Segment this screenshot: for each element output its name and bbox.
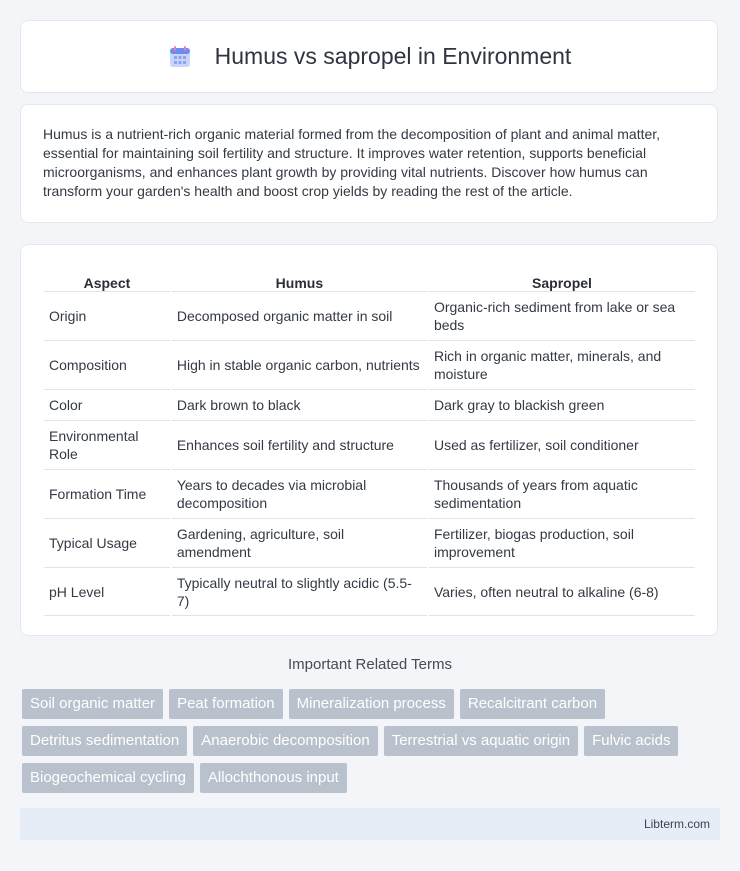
table-cell: Rich in organic matter, minerals, and moisture xyxy=(429,340,695,389)
related-term-tag[interactable]: Terrestrial vs aquatic origin xyxy=(384,726,578,756)
table-cell: Enhances soil fertility and structure xyxy=(172,420,427,469)
table-cell: Organic-rich sediment from lake or sea beds xyxy=(429,291,695,340)
table-row xyxy=(44,567,695,616)
table-cell: Typical Usage xyxy=(44,518,170,567)
table-header: Sapropel xyxy=(532,275,592,291)
comparison-table xyxy=(42,265,697,616)
table-row xyxy=(44,340,695,389)
table-cell: Decomposed organic matter in soil xyxy=(172,291,427,340)
table-header-row xyxy=(44,265,695,291)
table-cell: Years to decades via microbial decomposition xyxy=(172,469,427,518)
table-cell: Varies, often neutral to alkaline (6-8) xyxy=(429,567,695,616)
related-terms-title: Important Related Terms xyxy=(288,656,452,673)
table-cell: Composition xyxy=(44,340,170,389)
related-term-tag[interactable]: Mineralization process xyxy=(289,689,454,719)
related-term-tag[interactable]: Soil organic matter xyxy=(22,689,163,719)
related-terms-list xyxy=(22,689,722,793)
table-cell: High in stable organic carbon, nutrients xyxy=(172,340,427,389)
related-term-tag[interactable]: Peat formation xyxy=(169,689,283,719)
calendar-icon xyxy=(167,44,193,70)
table-header: Aspect xyxy=(83,275,131,291)
table-header: Humus xyxy=(275,275,324,291)
table-row xyxy=(44,518,695,567)
title-card xyxy=(20,20,718,93)
table-row xyxy=(44,389,695,420)
related-term-tag[interactable]: Allochthonous input xyxy=(200,763,347,793)
table-cell: Environmental Role xyxy=(44,420,170,469)
table-cell: Origin xyxy=(44,291,170,340)
table-cell: Fertilizer, biogas production, soil improvement xyxy=(429,518,695,567)
table-row xyxy=(44,469,695,518)
intro-text: Humus is a nutrient-rich organic material formed from the decomposition of plant and animal matter, essential for maintaining soil fertility and structure. It improves water retention, supports beneficial microorganisms, and enhances plant growth by providing vital nutrients. Discover how humus can transform your garden's health and boost crop yields by reading the rest of the article. xyxy=(43,126,661,199)
page-title: Humus vs sapropel in Environment xyxy=(214,43,572,69)
footer xyxy=(20,808,720,840)
related-term-tag[interactable]: Biogeochemical cycling xyxy=(22,763,194,793)
table-cell: Gardening, agriculture, soil amendment xyxy=(172,518,427,567)
related-term-tag[interactable]: Fulvic acids xyxy=(584,726,678,756)
table-cell: Dark brown to black xyxy=(172,389,427,420)
table-cell: pH Level xyxy=(44,567,170,616)
table-cell: Used as fertilizer, soil conditioner xyxy=(429,420,695,469)
related-term-tag[interactable]: Detritus sedimentation xyxy=(22,726,187,756)
related-term-tag[interactable]: Anaerobic decomposition xyxy=(193,726,377,756)
intro-card xyxy=(20,104,718,223)
table-row xyxy=(44,420,695,469)
table-cell: Color xyxy=(44,389,170,420)
table-row xyxy=(44,291,695,340)
comparison-card xyxy=(20,244,718,636)
table-cell: Thousands of years from aquatic sedimentation xyxy=(429,469,695,518)
table-cell: Typically neutral to slightly acidic (5.5-7) xyxy=(172,567,427,616)
footer-link[interactable]: Libterm.com xyxy=(643,817,710,831)
related-term-tag[interactable]: Recalcitrant carbon xyxy=(460,689,605,719)
table-cell: Formation Time xyxy=(44,469,170,518)
table-cell: Dark gray to blackish green xyxy=(429,389,695,420)
